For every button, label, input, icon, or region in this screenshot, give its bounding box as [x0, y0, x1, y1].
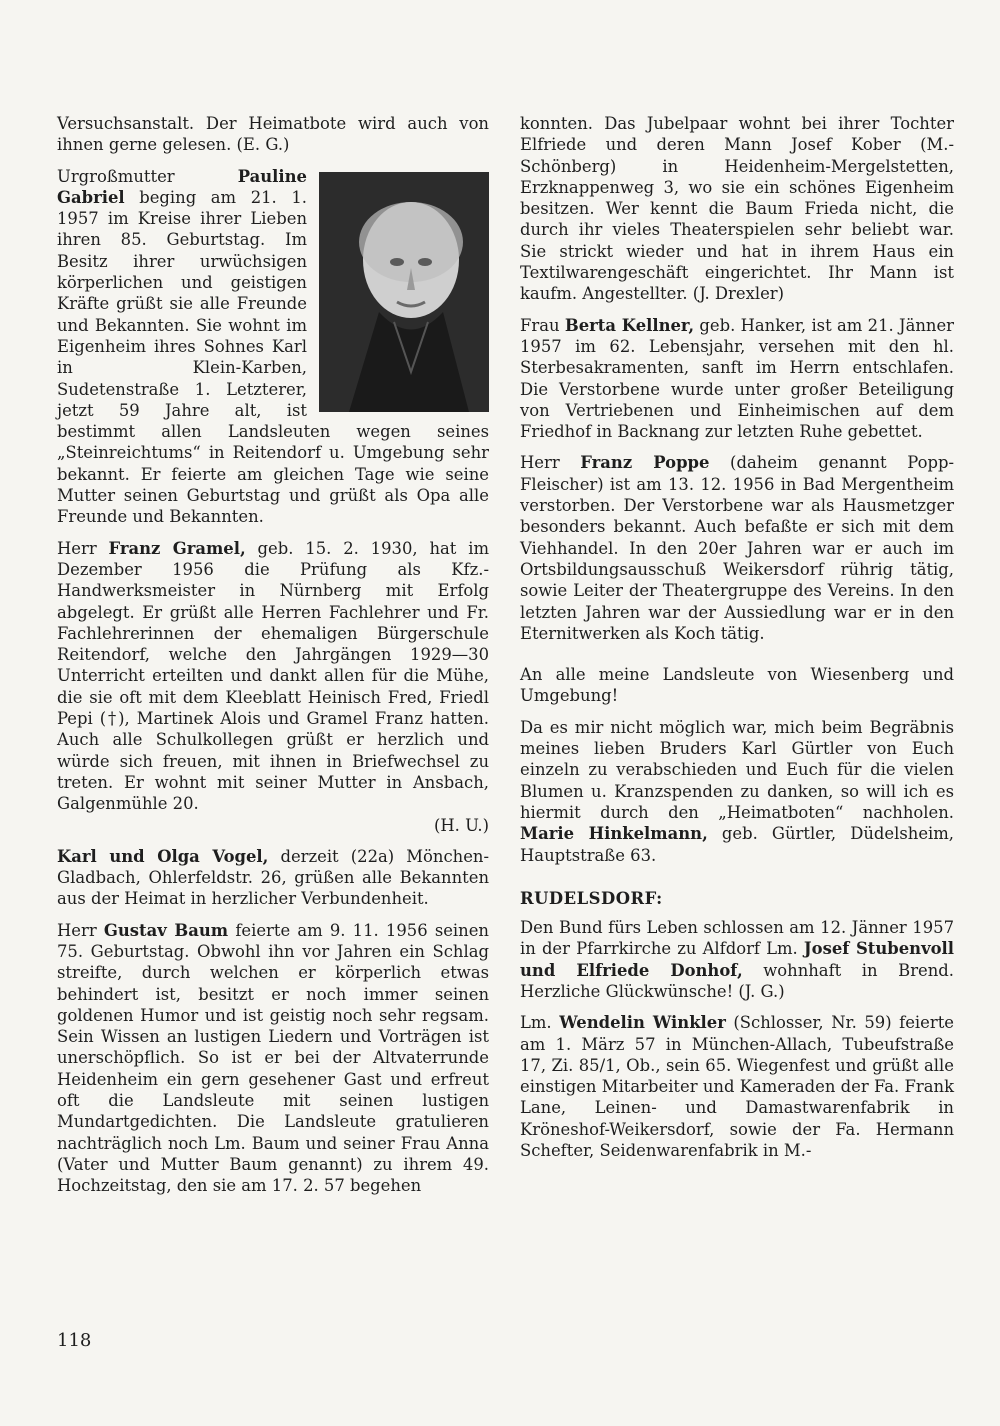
paragraph-franz-poppe [520, 452, 954, 644]
text-body: feierte am 9. 11. 1956 seinen 75. Geburtstag. Obwohl ihn vor Jahren ein Schlag streifte, durch welchen er körperlich etwas behindert ist, besitzt er noch immer seinen goldenen Humor und ist geistig noch sehr regsam. Sein Wissen an lustigen Liedern und Vorträgen ist unerschöpflich. So ist er bei der Altvaterrunde Heidenheim ein gern gesehener Gast und erfreut oft die Landsleute mit seinen lustigen Mundartgedichten. Die Landsleute gratulieren nachträglich noch Lm. Baum und seiner Frau Anna (Vater und Mutter Baum genannt) zu ihrem 49. Hochzeitstag, den sie am 17. 2. 57 begehen [57, 920, 489, 1196]
name-pauline-gabriel: Pauline Gabriel [57, 166, 307, 207]
paragraph-berta-kellner [520, 315, 954, 443]
name-wendelin-winkler: Wendelin Winkler [559, 1013, 726, 1033]
page-number: 118 [57, 1330, 92, 1351]
text-tail: geb. Gürtler, Düdelsheim, Hauptstraße 63. [520, 824, 955, 865]
text-lead: Urgroßmutter [57, 166, 238, 186]
paragraph-jubelpaar: konnten. Das Jubelpaar wohnt bei ihrer Tochter Elfriede und deren Mann Josef Kober (M.-Schönberg) in Heidenheim-Mergelstetten, Erzknappenweg 3, wo sie ein schönes Eigenheim besitzen. Wer kennt die Baum Frieda nicht, die durch ihr vieles Theaterspielen sehr beliebt war. Sie strickt wieder und hat in ihrem Haus ein Textilwarengeschäft eingerichtet. Ihr Mann ist kaufm. Angestellter. (J. Drexler) [520, 114, 954, 304]
paragraph-an-alle-landsleute: An alle meine Landsleute von Wiesenberg und Umgebung! [520, 665, 954, 706]
text-tail: wohnhaft in Brend. Herzliche Glückwünsche! (J. G.) [520, 960, 954, 1001]
text-lead: Herr [57, 920, 104, 940]
text-lead: Herr [520, 453, 581, 473]
name-karl-olga-vogel: Karl und Olga Vogel, [57, 846, 269, 866]
name-berta-kellner: Berta Kellner, [564, 315, 695, 335]
paragraph-wendelin-winkler [520, 1012, 954, 1161]
text-body: Den Bund fürs Leben schlossen am 12. Jänner 1957 in der Pfarrkirche zu Alfdorf Lm. [520, 918, 954, 959]
text-body: beging am 21. 1. 1957 im Kreise ihrer Lieben ihren 85. Geburtstag. Im Besitz ihrer urwüchsigen körperlichen und geistigen Kräfte grüßt sie alle Freunde und Bekannten. Sie wohnt im Eigenheim ihres Sohnes Karl in Klein-Karben, Sudetenstraße 1. Letzterer, jetzt 59 Jahre alt, ist bestimmt allen Landsleuten wegen seines „Steinreichtums“ in Reitendorf u. Umgebung sehr bekannt. Er feierte am gleichen Tage wie seine Mutter seinen Geburtstag und grüßt als Opa alle Freunde und Bekannten. [57, 187, 489, 527]
text-body: geb. 15. 2. 1930, hat im Dezember 1956 die Prüfung als Kfz.-Handwerksmeister in Nürnberg mit Erfolg abgelegt. Er grüßt alle Herren Fachlehrer und Fr. Fachlehrerinnen der ehemaligen Bürgerschule Reitendorf, welche den Jahrgängen 1929—30 Unterricht erteilten und dankt allen für die Mühe, die sie oft mit dem Kleeblatt Heinisch Fred, Friedl Pepi (†), Martinek Alois und Gramel Franz hatten. Auch alle Schulkollegen grüßt er herzlich und würde sich freuen, mit ihnen in Briefwechsel zu treten. Er wohnt mit seiner Mutter in Ansbach, Galgenmühle 20. [57, 538, 490, 814]
paragraph-pauline-gabriel [57, 166, 489, 528]
name-franz-gramel: Franz Gramel, [108, 538, 246, 558]
portrait-image [319, 172, 489, 412]
name-gustav-baum: Gustav Baum [103, 920, 229, 940]
paragraph-marie-hinkelmann [520, 717, 954, 866]
section-heading-rudelsdorf: RUDELSDORF: [520, 888, 663, 908]
text-lead: Herr [57, 538, 109, 558]
portrait-photo [319, 172, 489, 412]
text-body: derzeit (22a) Mönchen-Gladbach, Ohlerfeldstr. 26, grüßen alle Bekannten aus der Heimat in herzlicher Verbundenheit. [57, 846, 489, 909]
text-body: geb. Hanker, ist am 21. Jänner 1957 im 62. Lebensjahr, versehen mit den hl. Sterbesakramenten, sanft im Herrn entschlafen. Die Verstorbene wurde unter großer Beteiligung von Vertriebenen und Einheimischen auf dem Friedhof in Backnang zur letzten Ruhe gebettet. [520, 315, 955, 442]
left-column [57, 113, 489, 1207]
paragraph-franz-gramel [57, 538, 489, 815]
text-body: (Schlosser, Nr. 59) feierte am 1. März 57 in München-Allach, Tubeufstraße 17, Zi. 85/1, Ob., sein 65. Wiegenfest und grüßt alle einstigen Mitarbeiter und Kameraden der Fa. Frank Lane, Leinen- und Damastwarenfabrik in Kröneshof-Weikersdorf, sowie der Fa. Hermann Schefter, Seidenwarenfabrik in M.- [520, 1013, 954, 1161]
text-body: (daheim genannt Popp-Fleischer) ist am 13. 12. 1956 in Bad Mergentheim verstorben. Der Verstorbene war als Hausmetzger besonders bekannt. Auch befaßte er sich mit dem Viehhandel. In den 20er Jahren war er auch im Ortsbildungsausschuß Weikersdorf rührig tätig, sowie Leiter der Theatergruppe des Vereins. In den letzten Jahren war der Aussiedlung war er in den Eternitwerken als Koch tätig. [520, 453, 954, 643]
paragraph-versuchsanstalt: Versuchsanstalt. Der Heimatbote wird auch von ihnen gerne gelesen. (E. G.) [57, 114, 489, 155]
name-marie-hinkelmann: Marie Hinkelmann, [520, 824, 708, 844]
signature-hu: (H. U.) [433, 815, 489, 835]
text-body: Da es mir nicht möglich war, mich beim Begräbnis meines lieben Bruders Karl Gürtler von Euch einzeln zu verabschieden und Euch für die vielen Blumen u. Kranzspenden zu danken, so will ich es hiermit durch den „Heimatboten“ nachholen. [520, 717, 954, 822]
name-franz-poppe: Franz Poppe [580, 453, 710, 473]
name-stubenvoll-donhof: Josef Stubenvoll und Elfriede Donhof, [520, 939, 954, 980]
paragraph-gustav-baum [57, 920, 489, 1197]
right-column [520, 113, 954, 1171]
text-lead: Lm. [520, 1013, 560, 1033]
paragraph-stubenvoll-donhof [520, 917, 954, 1002]
text-lead: Frau [520, 315, 565, 335]
paragraph-karl-olga-vogel [57, 846, 489, 910]
